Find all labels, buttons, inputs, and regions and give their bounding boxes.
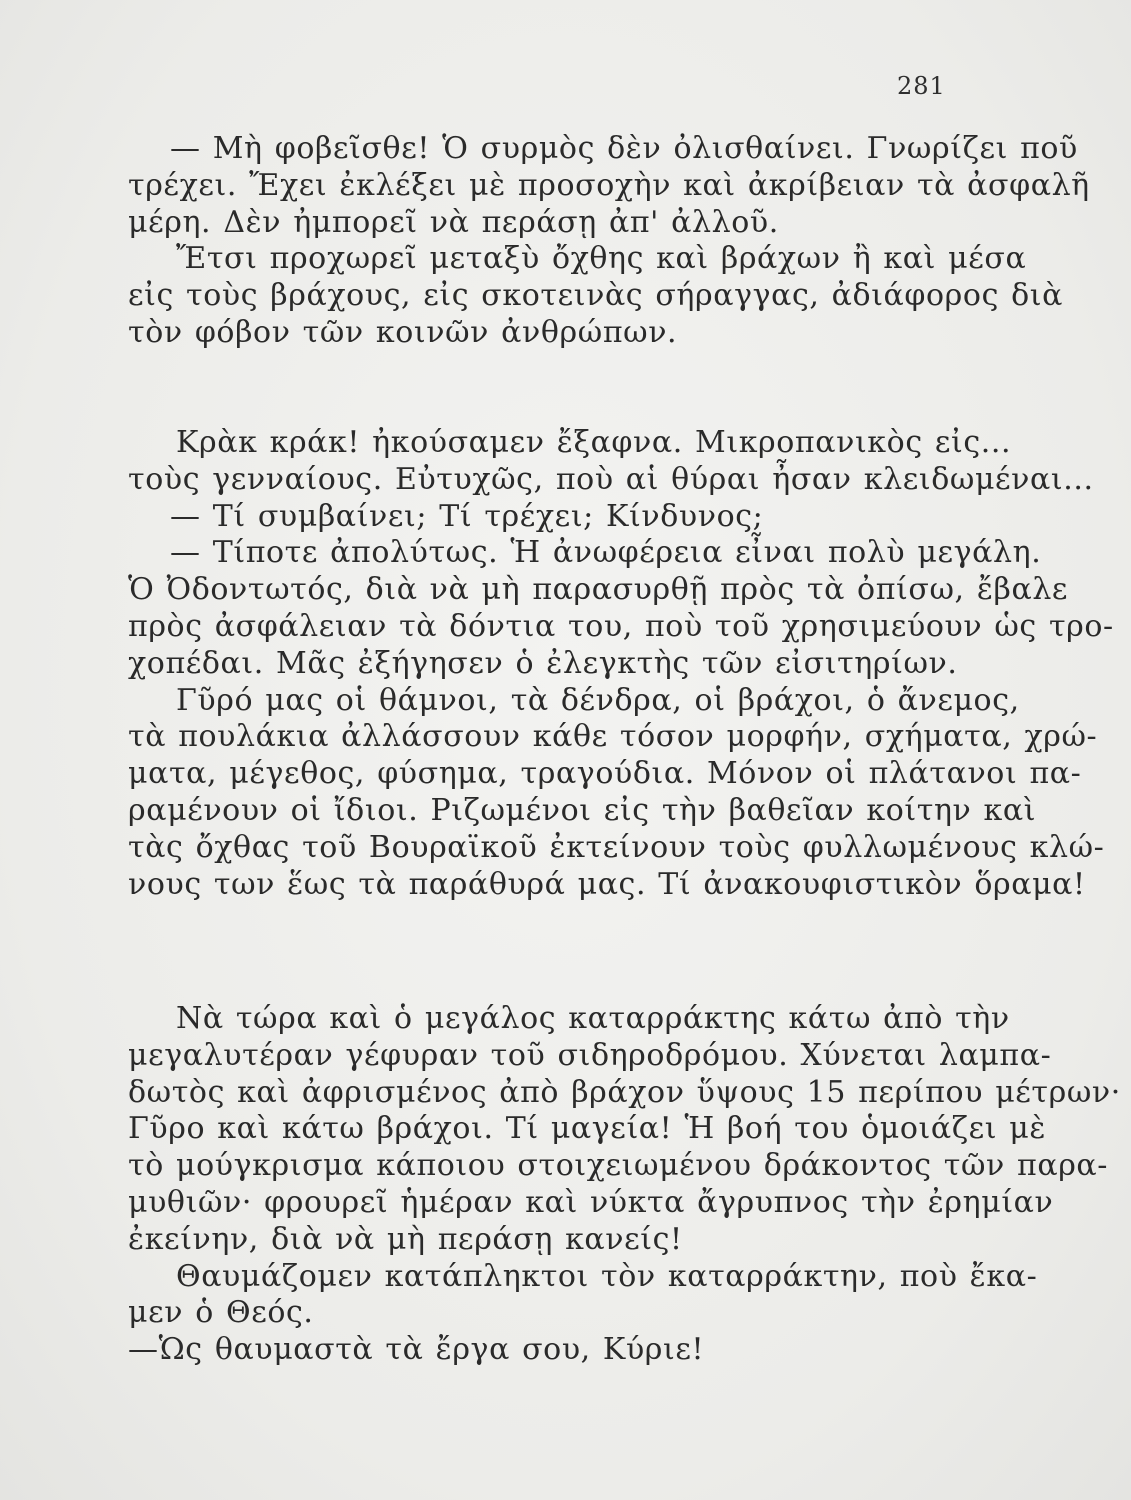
text-line: μεν ὁ Θεός. <box>128 1295 314 1331</box>
text-line: τὰς ὄχθας τοῦ Βουραϊκοῦ ἐκτείνουν τοὺς φυλλωμένους κλώ- <box>128 829 1105 865</box>
text-line: Γῦρό μας οἱ θάμνοι, τὰ δένδρα, οἱ βράχοι, ὁ ἄνεμος, <box>176 682 1020 718</box>
text-line: εἰς τοὺς βράχους, εἰς σκοτεινὰς σήραγγας, ἀδιάφορος διὰ <box>128 278 1064 314</box>
text-line: —Ὡς θαυμαστὰ τὰ ἔργα σου, Κύριε! <box>128 1332 705 1368</box>
page-number: 281 <box>897 72 946 100</box>
text-line: τὸν φόβον τῶν κοινῶν ἀνθρώπων. <box>128 314 678 350</box>
text-line: τοὺς γενναίους. Εὐτυχῶς, ποὺ αἱ θύραι ἦσαν κλειδωμέναι... <box>128 461 1094 497</box>
text-line: πρὸς ἀσφάλειαν τὰ δόντια του, ποὺ τοῦ χρησιμεύουν ὡς τρο- <box>128 608 1114 644</box>
text-line: δωτὸς καὶ ἀφρισμένος ἀπὸ βράχον ὕψους 15 περίπου μέτρων· <box>128 1074 1121 1110</box>
text-line: ματα, μέγεθος, φύσημα, τραγούδια. Μόνον οἱ πλάτανοι πα- <box>128 756 1082 792</box>
text-line: νους των ἕως τὰ παράθυρά μας. Τί ἀνακουφιστικὸν ὅραμα! <box>128 866 1086 902</box>
text-line: Θαυμάζομεν κατάπληκτοι τὸν καταρράκτην, ποὺ ἔκα- <box>176 1258 1038 1294</box>
text-line: χοπέδαι. Μᾶς ἐξήγησεν ὁ ἐλεγκτὴς τῶν εἰσιτηρίων. <box>128 645 958 681</box>
text-line: Κρὰκ κράκ! ἠκούσαμεν ἔξαφνα. Μικροπανικὸς εἰς... <box>176 425 1012 460</box>
text-line: — Τί συμβαίνει; Τί τρέχει; Κίνδυνος; <box>170 498 764 534</box>
text-line: Νὰ τώρα καὶ ὁ μεγάλος καταρράκτης κάτω ἀπὸ τὴν <box>176 1001 1010 1036</box>
paragraph-block-3 <box>128 1001 1121 1369</box>
text-line: ραμένουν οἱ ἴδιοι. Ριζωμένοι εἰς τὴν βαθεῖαν κοίτην καὶ <box>128 792 1037 828</box>
text-line: Ὁ Ὀδοντωτός, διὰ νὰ μὴ παρασυρθῇ πρὸς τὰ ὀπίσω, ἔβαλε <box>128 572 1069 608</box>
text-line: μυθιῶν· φρουρεῖ ἡμέραν καὶ νύκτα ἄγρυπνος τὴν ἐρημίαν <box>128 1184 1054 1220</box>
text-line: τὰ πουλάκια ἀλλάσσουν κάθε τόσον μορφήν, σχήματα, χρώ- <box>128 719 1098 755</box>
text-line: τρέχει. Ἔχει ἐκλέξει μὲ προσοχὴν καὶ ἀκρίβειαν τὰ ἀσφαλῆ <box>128 167 1090 203</box>
text-line: μέρη. Δὲν ἠμπορεῖ νὰ περάσῃ ἀπ' ἀλλοῦ. <box>128 204 779 240</box>
text-line: Ἔτσι προχωρεῖ μεταξὺ ὄχθης καὶ βράχων ἢ καὶ μέσα <box>176 241 1027 277</box>
text-line: ἐκείνην, διὰ νὰ μὴ περάσῃ κανείς! <box>128 1221 683 1257</box>
text-line: τὸ μούγκρισμα κάποιου στοιχειωμένου δράκοντος τῶν παρα- <box>128 1148 1109 1184</box>
text-line: μεγαλυτέραν γέφυραν τοῦ σιδηροδρόμου. Χύνεται λαμπα- <box>128 1037 1052 1073</box>
text-line: — Τίποτε ἀπολύτως. Ἡ ἀνωφέρεια εἶναι πολὺ μεγάλη. <box>170 535 1042 571</box>
paragraph-block-1 <box>128 131 1090 352</box>
text-line: Γῦρο καὶ κάτω βράχοι. Τί μαγεία! Ἡ βοή του ὁμοιάζει μὲ <box>128 1111 1047 1147</box>
paragraph-block-2 <box>128 425 1114 903</box>
text-line: — Μὴ φοβεῖσθε! Ὁ συρμὸς δὲν ὀλισθαίνει. Γνωρίζει ποῦ <box>170 131 1078 166</box>
